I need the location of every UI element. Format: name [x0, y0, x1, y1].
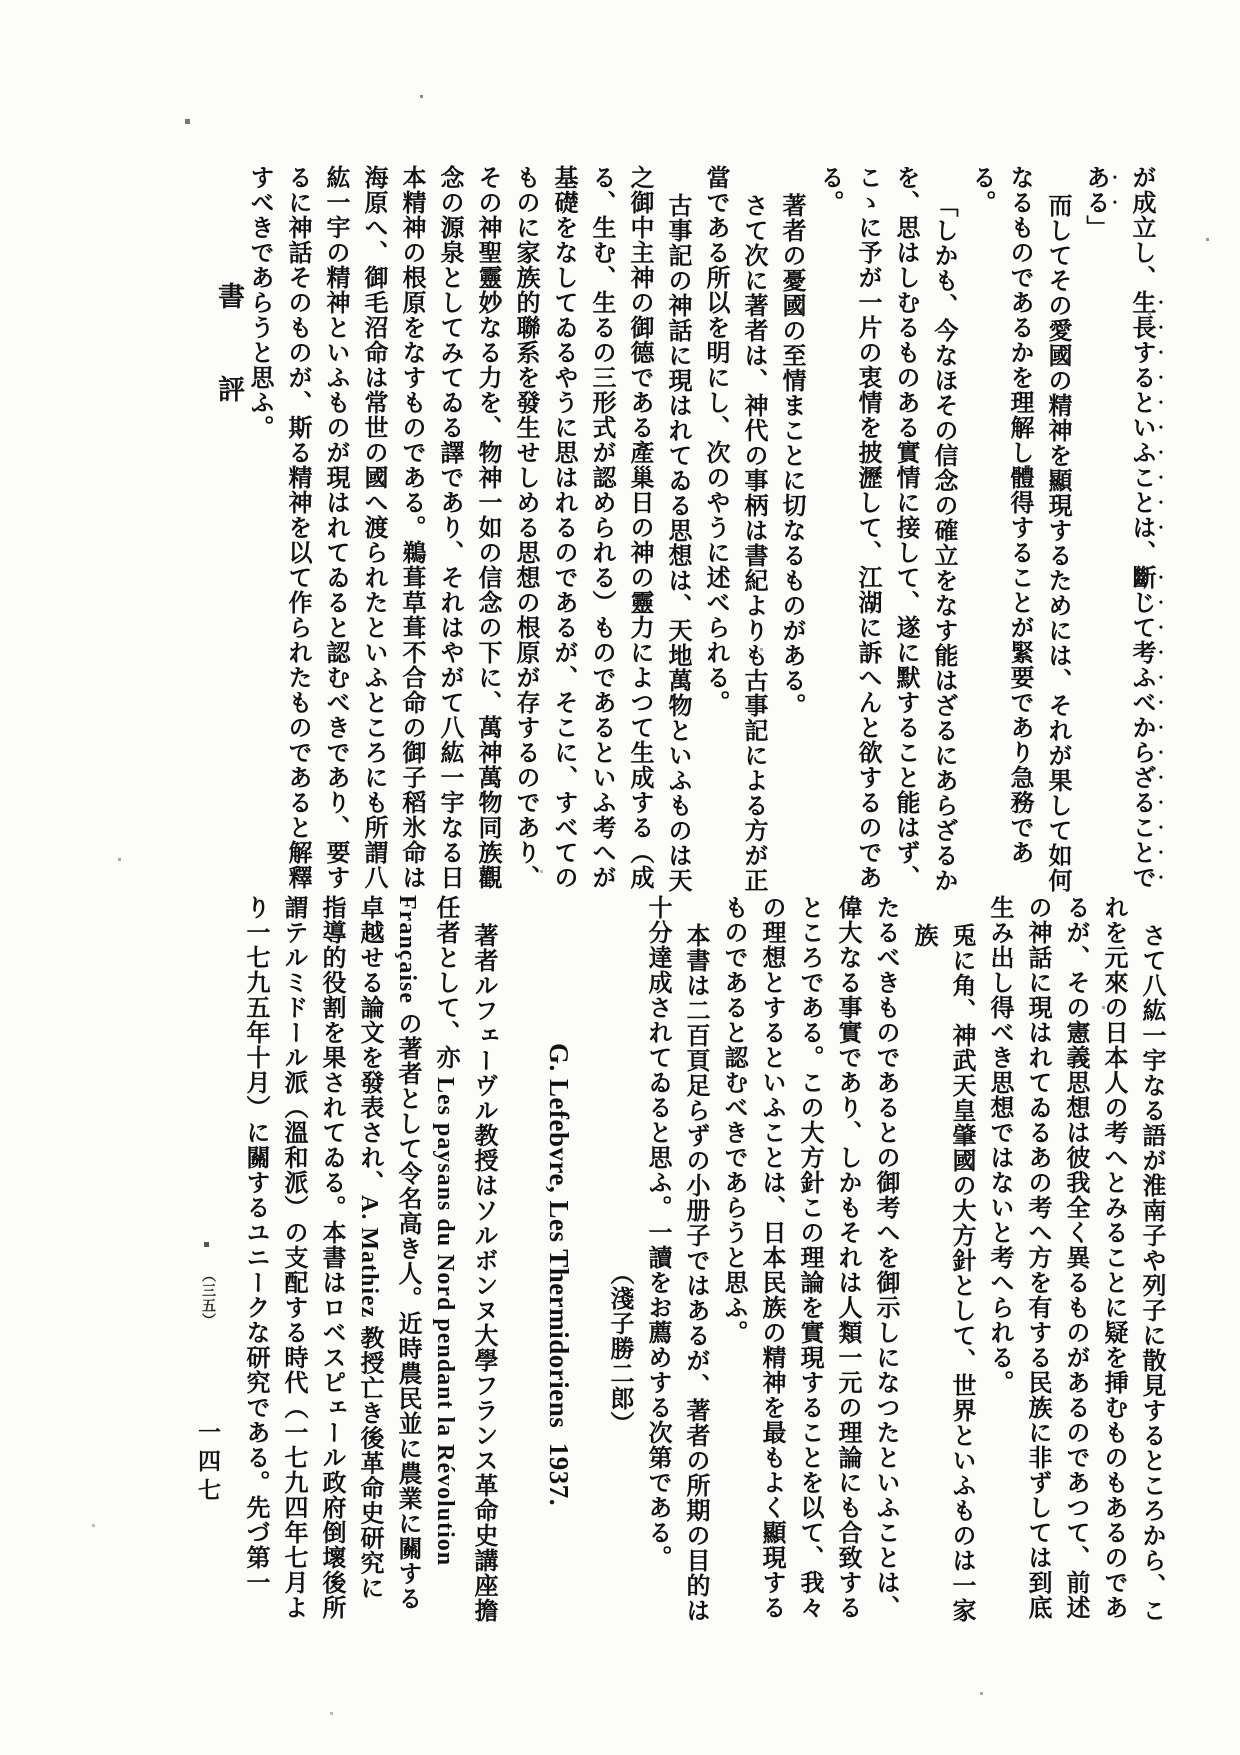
- text-column: の理想とするといふことは、日本民族の精神を最もよく顯現する: [758, 895, 784, 1620]
- text-column: 古事記の神話に現はれてゐる思想は、天地萬物といふものは天: [664, 193, 690, 893]
- page-number: 一四七: [195, 1420, 220, 1507]
- lower-text-block: [236, 895, 1170, 1630]
- text-column: 當である所以を明にし、次のやうに述べられる。: [702, 165, 728, 715]
- text-column: すべきであらうと思ふ。: [246, 165, 272, 440]
- text-column: 卓越せる論文を發表され、A. Mathiez 教授亡き後革命史研究に: [356, 895, 382, 1601]
- text-column: り一七九五年十月）に關するユニークな研究である。先づ第一: [242, 895, 268, 1595]
- text-column: 偉大なる事實であり、しかもそれは人類一元の理論にも合致する: [834, 895, 860, 1620]
- text-column: 謂テルミドール派（溫和派）の支配する時代（一七九四年七月よ: [280, 895, 306, 1620]
- text-column: 之御中主神の御德である產巢日の神の靈力によつて生成する（成: [626, 165, 652, 890]
- folio-note: （三五）: [200, 1268, 215, 1328]
- text-column: 本精神の根原をなすものである。鵜葺草葺不合命の御子稻氷命は: [398, 165, 424, 890]
- text-column: 基礎をなしてゐるやうに思はれるのであるが、そこに、すべての: [550, 165, 576, 890]
- text-column: ある」: [1082, 165, 1108, 240]
- reviewer-signature: （淺子勝二郎）: [606, 1261, 632, 1436]
- text-column: 任者として、亦 Les paysans du Nord pendant la Révolution: [432, 895, 458, 1567]
- text-column: 兎に角、神武天皇肇國の大方針として、世界といふものは一家族: [910, 923, 974, 1623]
- text-column: 「しかも、今なほその信念の確立をなす能はざるにあらざるか: [930, 193, 956, 893]
- text-column: 著者の憂國の至情まことに切なるものがある。: [778, 193, 804, 718]
- text-column: たるべきものであるとの御考へを御示しになつたといふことは、: [872, 895, 898, 1620]
- text-column: 海原へ、御毛沼命は常世の國へ渡られたといふところにも所謂八: [360, 165, 386, 890]
- text-column: る、生む、生るの三形式が認められる）ものであるといふ考へが: [588, 165, 614, 890]
- text-column: るが、その憲義思想は彼我全く異るものがあるのであつて、前述: [1062, 895, 1088, 1620]
- text-column: 指導的役割を果されてゐる。本書はロベスピェール政府倒壞後所: [318, 895, 344, 1620]
- text-column: 紘一宇の精神といふものが現はれてゐると認むべきであり、要す: [322, 165, 348, 890]
- text-column: る。: [816, 165, 842, 215]
- text-column: 而してその愛國の精神を顯現するためには、それが果して如何: [1044, 193, 1070, 893]
- text-column: 十分達成されてゐると思ふ。一讀をお薦めする次第である。: [644, 895, 670, 1570]
- text-column: 著者ルフェーヴル教授はソルボンヌ大學フランス革命史講座擔: [470, 923, 496, 1623]
- text-column: さて八紘一宇なる語が淮南子や列子に散見するところから、こ: [1138, 923, 1164, 1623]
- text-column: 本書は二百頁足らずの小册子ではあるが、著者の所期の目的は: [682, 923, 708, 1623]
- text-column: ところである。この大方針この理論を實現することを以て、我々: [796, 895, 822, 1620]
- text-column: なるものであるかを理解し體得することが緊要であり急務であ: [1006, 165, 1032, 865]
- section-header: 書評: [214, 282, 244, 468]
- text-column: の神話に現はれてゐるあの考へ方を有する民族に非ずしては到底: [1024, 895, 1050, 1620]
- text-column: 念の源泉としてみてゐる譯であり、それはやがて八紘一宇なる日: [436, 165, 462, 890]
- text-column: こゝに予が一片の衷情を披瀝して、江湖に訴へんと欲するのであ: [854, 165, 880, 890]
- text-column: ものに家族的聯系を發生せしめる思想の根原が存するのであり、: [512, 165, 538, 890]
- scan-noise: [0, 0, 3, 3]
- text-column: さて次に著者は、神代の事柄は書紀よりも古事記による方が正: [740, 193, 766, 893]
- review1-top-text: [240, 165, 1168, 910]
- text-column: 生み出し得べき思想ではないと考へられる。: [986, 895, 1012, 1395]
- text-column: その神聖靈妙なる力を、物神一如の信念の下に、萬神萬物同族觀: [474, 165, 500, 890]
- text-column: が成立し、生長するといふことは、斷じて考ふべからざることで: [1128, 165, 1154, 890]
- text-column: ものであると認むべきであらうと思ふ。: [720, 895, 746, 1345]
- text-column: を、思はしむるものある實情に接して、遂に默すること能はず、: [892, 165, 918, 890]
- review2-title: G. Lefebvre, Les Thermidoriens 1937.: [544, 1043, 574, 1506]
- text-column: Française の著者として令名高き人。近時農民並に農業に關する: [394, 895, 420, 1611]
- text-column: れを元來の日本人の考へとみることに疑を挿むものもあるのであ: [1100, 895, 1126, 1620]
- text-column: る。: [968, 165, 994, 215]
- text-column: るに神話そのものが、斯る精神を以て作られたものであると解釋: [284, 165, 310, 890]
